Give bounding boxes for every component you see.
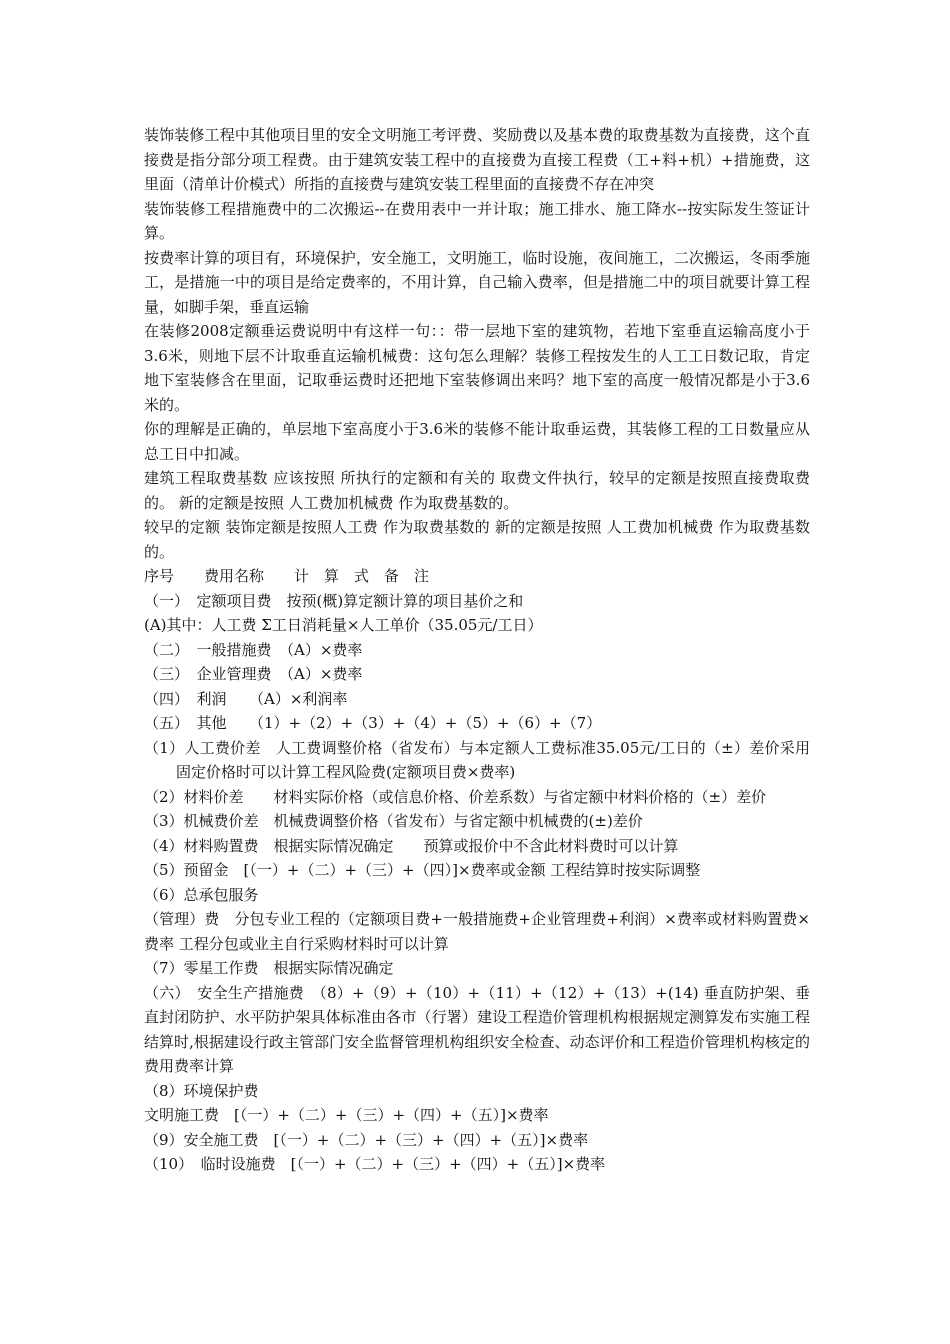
fee-item-general-contract: （6）总承包服务	[144, 885, 259, 904]
fee-item-machine-diff: （3）机械费价差 机械费调整价格（省发布）与省定额中机械费的(±)差价	[144, 812, 643, 830]
document-page	[144, 123, 810, 1177]
paragraph-direct-fee-basis: 装饰装修工程中其他项目里的安全文明施工考评费、奖励费以及基本费的取费基数为直接费，这个直接费是指分部分项工程费。由于建筑安装工程中的直接费为直接工程费（工+料+机）+措施费，这里面（清单计价模式）所指的直接费与建筑安装工程里面的直接费不存在冲突	[144, 126, 810, 193]
fee-item-material-diff: （2）材料价差 材料实际价格（或信息价格、价差系数）与省定额中材料价格的（±）差价	[144, 787, 767, 806]
fee-item-management: （管理）费 分包专业工程的（定额项目费+一般措施费+企业管理费+利润）×费率或材料购置费×费率 工程分包或业主自行采购材料时可以计算	[144, 910, 810, 953]
paragraph-vertical-transport-answer: 你的理解是正确的，单层地下室高度小于3.6米的装修不能计取垂运费，其装修工程的工日数量应从总工日中扣减。	[144, 420, 810, 463]
fee-table-row: （五） 其他 （1）+（2）+（3）+（4）+（5）+（6）+（7）	[144, 714, 602, 732]
paragraph-rate-items: 按费率计算的项目有，环境保护，安全施工，文明施工，临时设施，夜间施工，二次搬运，冬雨季施工，是措施一中的项目是给定费率的，不用计算，自己输入费率，但是措施二中的项目就要计算工程量，如脚手架，垂直运输	[144, 248, 810, 316]
fee-item-civilized-construction: 文明施工费 [（一）+（二）+（三）+（四）+（五）]×费率	[144, 1106, 549, 1124]
fee-table-row: (A)其中：人工费 Σ工日消耗量×人工单价（35.05元/工日）	[144, 616, 543, 634]
fee-table-row: （四） 利润 （A）×利润率	[144, 689, 348, 708]
fee-item-sporadic-work: （7）零星工作费 根据实际情况确定	[144, 959, 394, 977]
fee-table-header: 序号 费用名称 计 算 式 备 注	[144, 567, 430, 585]
fee-item-material-purchase: （4）材料购置费 根据实际情况确定 预算或报价中不含此材料费时可以计算	[144, 836, 679, 855]
paragraph-secondary-transport: 装饰装修工程措施费中的二次搬运--在费用表中一并计取；施工排水、施工降水--按实际发生签证计算。	[144, 199, 810, 242]
fee-item-labor-diff: （1）人工费价差 人工费调整价格（省发布）与本定额人工费标准35.05元/工日的（±）差价采用固定价格时可以计算工程风险费(定额项目费×费率)	[144, 738, 810, 781]
fee-item-temporary-facilities: （10） 临时设施费 [（一）+（二）+（三）+（四）+（五）]×费率	[144, 1155, 606, 1173]
fee-table-row: （三） 企业管理费 （A）×费率	[144, 665, 363, 683]
fee-item-reserve: （5）预留金 [（一）+（二）+（三）+（四）]×费率或金额 工程结算时按实际调整	[144, 861, 701, 879]
paragraph-fee-basis-decoration: 较早的定额 装饰定额是按照人工费 作为取费基数的 新的定额是按照 人工费加机械费 作为取费基数的。	[144, 518, 810, 561]
fee-item-environment: （8）环境保护费	[144, 1081, 259, 1100]
fee-table-row: （一） 定额项目费 按预(概)算定额计算的项目基价之和	[144, 591, 524, 610]
fee-item-safety-measures: （六） 安全生产措施费 （8）+（9）+（10）+（11）+（12）+（13）+(14) 垂直防护架、垂直封闭防护、水平防护架具体标准由各市（行署）建设工程造价管理机构根据规定测算发布实施工程结算时,根据建设行政主管部门安全监督管理机构组织安全检查、动态评价和工程造价管理机构核定的费用费率计算	[144, 983, 810, 1075]
fee-item-safe-construction: （9）安全施工费 [（一）+（二）+（三）+（四）+（五）]×费率	[144, 1130, 589, 1149]
paragraph-vertical-transport-question: 在装修2008定额垂运费说明中有这样一句：：带一层地下室的建筑物，若地下室垂直运输高度小于3.6米，则地下层不计取垂直运输机械费：这句怎么理解？装修工程按发生的人工工日数记取，肯定地下室装修含在里面，记取垂运费时还把地下室装修调出来吗？地下室的高度一般情况都是小于3.6米的。	[144, 322, 810, 414]
paragraph-fee-basis-building: 建筑工程取费基数 应该按照 所执行的定额和有关的 取费文件执行，较早的定额是按照直接费取费的。 新的定额是按照 人工费加机械费 作为取费基数的。	[144, 469, 810, 512]
fee-table-row: （二） 一般措施费 （A）×费率	[144, 640, 363, 659]
